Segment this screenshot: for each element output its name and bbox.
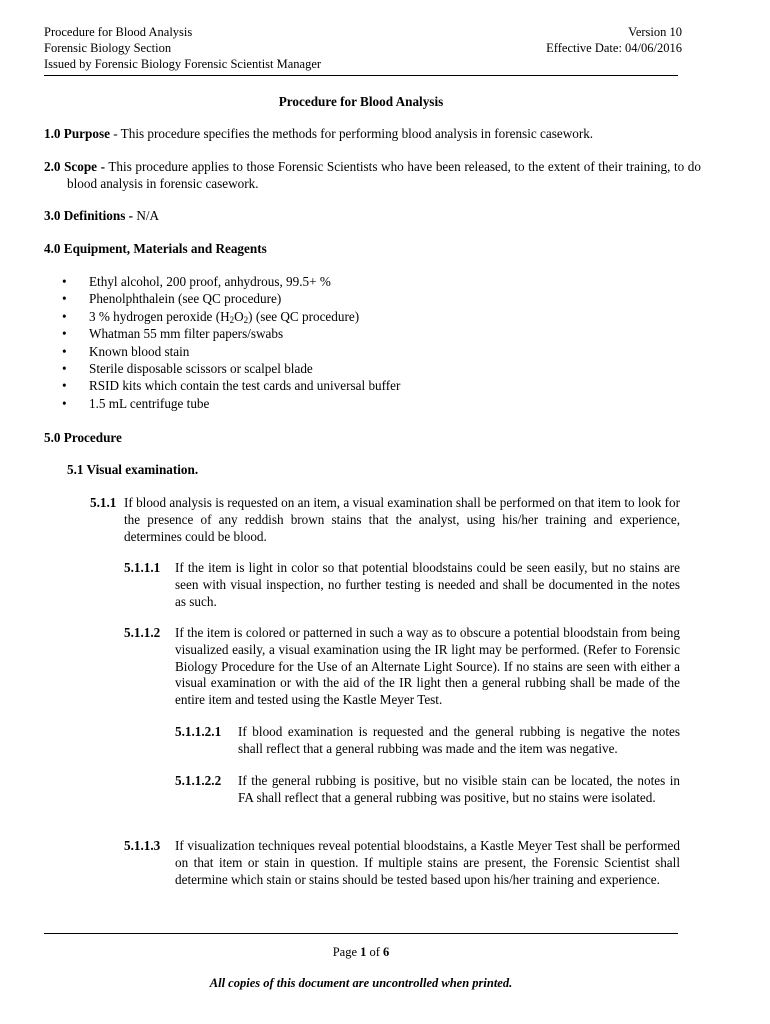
list-item-text: Ethyl alcohol, 200 proof, anhydrous, 99.5+ %: [89, 274, 331, 289]
list-item-text: RSID kits which contain the test cards and universal buffer: [89, 378, 401, 394]
header-doc-title: Procedure for Blood Analysis: [44, 25, 193, 39]
list-item-text: Known blood stain: [89, 343, 190, 359]
page-current: 1: [360, 945, 367, 959]
section-text: If blood analysis is requested on an item, a visual examination shall be performed on that item to look for the presence of any reddish brown stains that the analyst, using his/her training and experience, determines could be blood.: [124, 495, 680, 544]
peroxide-text-before: 3 % hydrogen peroxide (H: [89, 308, 230, 324]
list-item-text: [89, 309, 359, 324]
section-text: If the general rubbing is positive, but no visible stain can be located, the notes in FA shall reflect that a general rubbing was positive, but no stains were isolated.: [238, 773, 680, 805]
bullet-icon: •: [62, 274, 67, 289]
page-number: [44, 945, 678, 960]
bullet-icon: •: [62, 378, 67, 394]
page-total: 6: [383, 945, 390, 959]
list-item: [62, 273, 400, 290]
list-item-text: Phenolphthalein (see QC procedure): [89, 291, 282, 307]
scope-label: 2.0 Scope -: [44, 159, 106, 174]
footer-divider: [44, 933, 678, 934]
list-item-text: Sterile disposable scissors or scalpel blade: [89, 361, 313, 377]
list-item: [62, 290, 400, 307]
definitions-label: 3.0 Definitions -: [44, 208, 134, 223]
section-number: 5.1.1.2.1: [175, 724, 222, 739]
section-5-1-1-3: [124, 838, 680, 888]
visual-exam-heading: [67, 462, 678, 479]
list-item: [62, 395, 400, 412]
header-version: Version 10: [628, 25, 682, 39]
definitions-text: N/A: [133, 208, 160, 223]
equipment-heading-text: 4.0 Equipment, Materials and Reagents: [44, 241, 267, 256]
section-5-1-1-1: [124, 560, 680, 610]
peroxide-text-mid: O: [234, 308, 244, 324]
header-right: [546, 24, 682, 56]
header-left: [44, 24, 321, 72]
section-5-1-1: [90, 495, 680, 545]
page-of: of: [366, 945, 384, 959]
equipment-list: [62, 273, 400, 412]
visual-exam-heading-text: 5.1 Visual examination.: [67, 462, 199, 477]
list-item-text: 1.5 mL centrifuge tube: [89, 395, 210, 411]
definitions-section: [44, 208, 678, 225]
section-text: If the item is colored or patterned in such a way as to obscure a potential bloodstain from being visualized easily, a visual examination using the IR light may be performed. (Refer to Forensic Biology Procedure for the Use of an Alternate Light Source). If no stains are seen with either a visual examination or with the aid of the IR light then a general rubbing shall be made of the entire item and tested using the Kastle Meyer Test.: [175, 625, 680, 708]
list-item: [62, 308, 400, 325]
bullet-icon: •: [62, 361, 67, 377]
section-5-1-1-2-2: [175, 773, 680, 807]
section-number: 5.1.1.3: [124, 838, 161, 853]
section-number: 5.1.1: [90, 495, 117, 510]
equipment-heading: [44, 241, 678, 258]
page-prefix: Page: [332, 945, 361, 959]
section-number: 5.1.1.2: [124, 625, 161, 640]
section-text: If visualization techniques reveal potential bloodstains, a Kastle Meyer Test shall be performed on that item or stain in question. If multiple stains are present, the Forensic Scientist shall determine which stain or stains should be tested based upon his/her training and experience.: [175, 838, 680, 887]
purpose-text: - This procedure specifies the methods for performing blood analysis in forensic casework.: [109, 126, 594, 141]
page-title: Procedure for Blood Analysis: [278, 94, 444, 109]
peroxide-text-after: ) (see QC procedure): [248, 308, 360, 324]
bullet-icon: •: [62, 395, 67, 411]
section-number: 5.1.1.1: [124, 560, 161, 575]
bullet-icon: •: [62, 326, 67, 342]
list-item: [62, 360, 400, 377]
subscript: 2: [243, 314, 249, 325]
procedure-heading-text: 5.0 Procedure: [44, 430, 122, 445]
list-item: [62, 325, 400, 342]
bullet-icon: •: [62, 308, 67, 324]
list-item: [62, 343, 400, 360]
section-text: If blood examination is requested and the general rubbing is negative the notes shall reflect that a general rubbing was made and the item was negative.: [238, 724, 680, 756]
list-item-text: Whatman 55 mm filter papers/swabs: [89, 326, 284, 342]
section-text: If the item is light in color so that potential bloodstains could be seen easily, but no stains are seen with visual inspection, no further testing is needed and shall be documented in the notes as such.: [175, 560, 680, 609]
subscript: 2: [229, 314, 235, 325]
header-divider: [44, 75, 678, 76]
purpose-section: [44, 126, 678, 143]
header-issuer: Issued by Forensic Biology Forensic Scientist Manager: [44, 57, 322, 71]
purpose-label: 1.0 Purpose: [44, 126, 110, 141]
section-5-1-1-2-1: [175, 724, 680, 758]
section-5-1-1-2: [124, 625, 680, 709]
list-item: [62, 377, 400, 394]
header-section: Forensic Biology Section: [44, 41, 172, 55]
scope-text: This procedure applies to those Forensic Scientists who have been released, to the extent of their training, to do blood analysis in forensic casework.: [67, 159, 701, 191]
bullet-icon: •: [62, 343, 67, 359]
bullet-icon: •: [62, 291, 67, 307]
uncontrolled-copy-note: All copies of this document are uncontrolled when printed.: [209, 976, 513, 990]
scope-section: [44, 159, 701, 193]
section-number: 5.1.1.2.2: [175, 773, 222, 788]
header-effective-date: Effective Date: 04/06/2016: [546, 41, 682, 55]
procedure-heading: [44, 430, 678, 447]
